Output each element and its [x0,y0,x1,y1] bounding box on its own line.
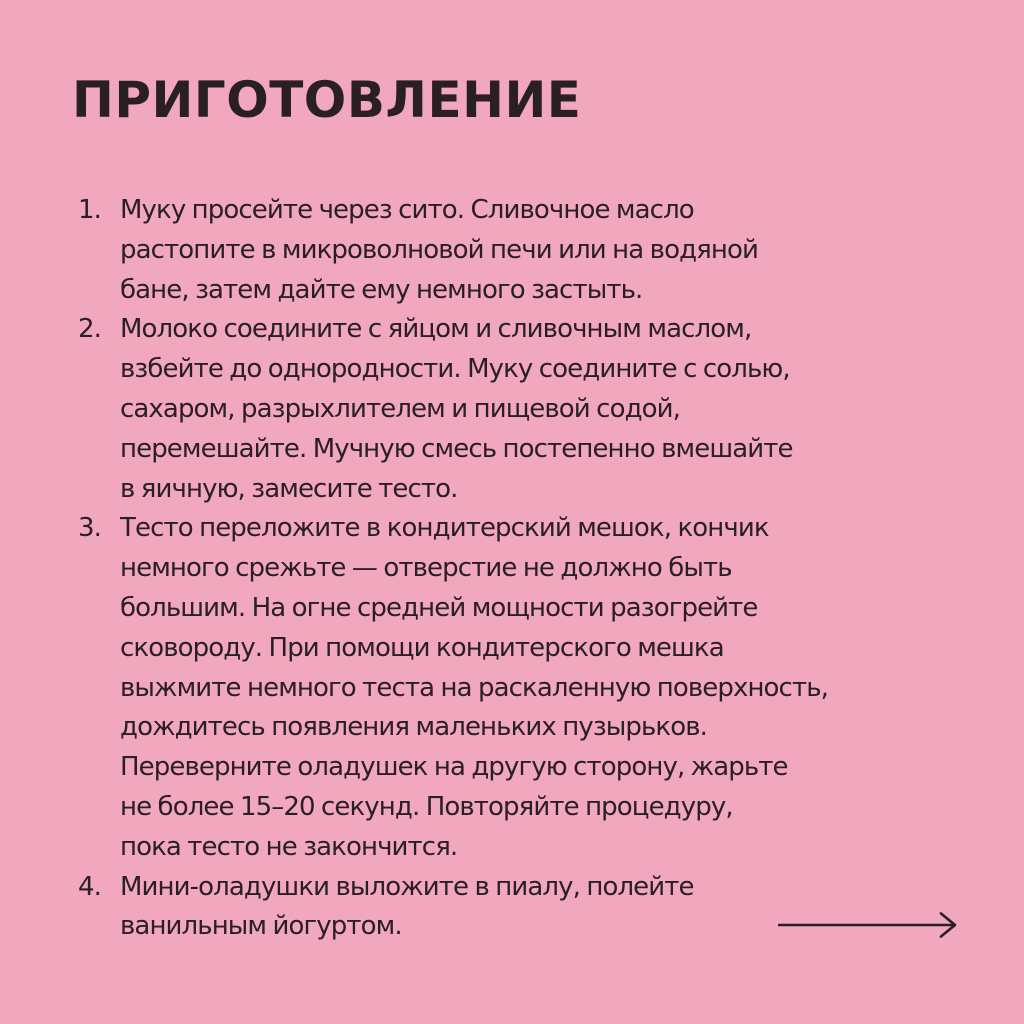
steps-list [78,191,958,947]
step-line: бане, затем дайте ему немного застыть. [120,274,643,305]
step-line: большим. На огне средней мощности разогрейте [120,592,758,623]
step-number: 4. [78,871,102,902]
step-number: 1. [78,195,102,225]
step-line: сковороду. При помощи кондитерского мешка [120,632,724,663]
step-line: немного срежьте — отверстие не должно быть [120,553,732,584]
step-text [120,310,958,509]
step-line: выжмите немного теста на раскаленную поверхность, [120,672,828,703]
step-line: дождитесь появления маленьких пузырьков. [120,712,707,743]
step-line: в яичную, замесите тесто. [120,473,458,504]
step-number: 2. [78,314,102,345]
step-number: 3. [78,513,102,544]
step-text [120,191,958,310]
step-2 [78,310,958,509]
step-line: Мини-оладушки выложите в пиалу, полейте [120,871,694,902]
step-text [120,509,958,867]
step-line: перемешайте. Мучную смесь постепенно вмешайте [120,433,793,464]
step-line: ванильным йогуртом. [120,911,402,942]
step-line: растопите в микроволновой печи или на водяной [120,234,758,265]
page-title: ПРИГОТОВЛЕНИЕ [72,71,582,129]
step-line: Муку просейте через сито. Сливочное масло [120,195,694,225]
step-1 [78,191,958,310]
step-line: не более 15–20 секунд. Повторяйте процедуру, [120,791,733,822]
step-line: пока тесто не закончится. [120,831,458,862]
step-line: Тесто переложите в кондитерский мешок, кончик [120,513,769,544]
step-line: сахаром, разрыхлителем и пищевой содой, [120,393,681,424]
step-line: Молоко соедините с яйцом и сливочным маслом, [120,314,752,345]
step-line: Переверните оладушек на другую сторону, жарьте [120,752,788,783]
arrow-right-icon[interactable] [778,912,958,938]
step-line: взбейте до однородности. Муку соедините с солью, [120,354,790,385]
step-3 [78,509,958,867]
